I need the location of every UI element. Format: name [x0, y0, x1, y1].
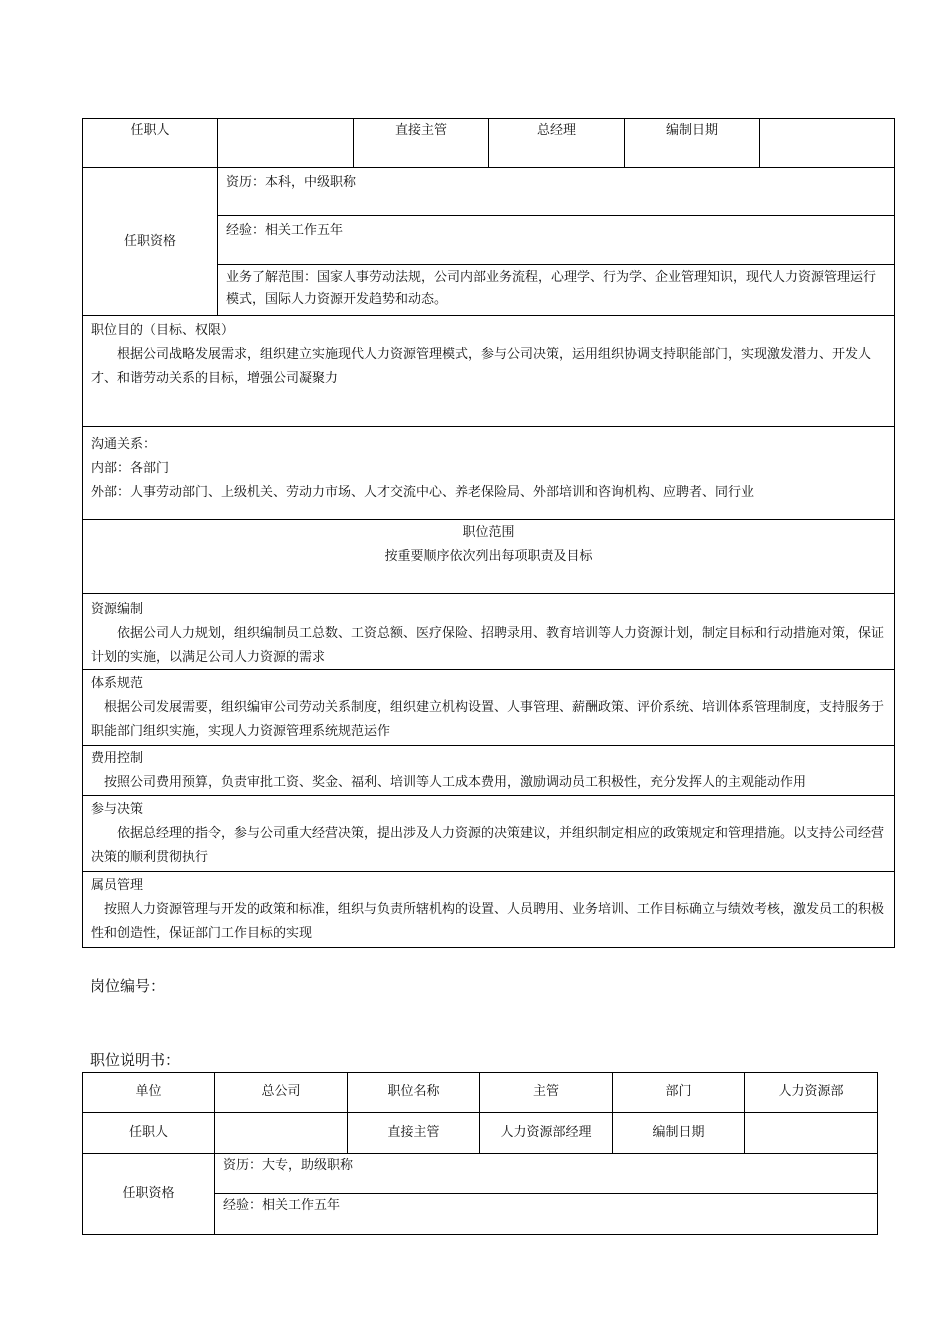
qualification-label-text: 任职资格	[122, 1186, 175, 1201]
duty-title: 参与决策	[91, 802, 144, 817]
supervisor-value: 总经理	[489, 119, 625, 168]
communication-internal: 内部：各部门	[91, 461, 170, 476]
qualification-knowledge: 业务了解范围：国家人事劳动法规，公司内部业务流程，心理学、行为学、企业管理知识，现代人力资源管理运行模式，国际人力资源开发趋势和动态。	[218, 265, 894, 316]
date-label: 编制日期	[625, 119, 760, 168]
date-label: 编制日期	[613, 1113, 745, 1154]
date-value	[745, 1113, 877, 1154]
qualification-experience: 经验：相关工作五年	[218, 216, 894, 265]
holder-label: 任职人	[83, 119, 218, 168]
duty-item	[83, 670, 894, 746]
scope-title: 职位范围	[462, 525, 515, 540]
supervisor-value: 人力资源部经理	[480, 1113, 613, 1154]
qualification-label	[83, 1154, 215, 1234]
supervisor-label: 直接主管	[354, 119, 489, 168]
position-table-2	[82, 1072, 878, 1235]
unit-value: 总公司	[215, 1073, 348, 1113]
position-purpose	[83, 316, 894, 427]
holder-value	[215, 1113, 348, 1154]
qualification-education: 资历：大专，助级职称	[215, 1154, 877, 1194]
duty-item	[83, 594, 894, 670]
duty-text: 根据公司发展需要，组织编审公司劳动关系制度，组织建立机构设置、人事管理、薪酬政策、评价系统、培训体系管理制度，支持服务于职能部门组织实施，实现人力资源管理系统规范运作	[91, 700, 885, 739]
purpose-text: 根据公司战略发展需求，组织建立实施现代人力资源管理模式，参与公司决策，运用组织协调支持职能部门，实现激发潜力、开发人才、和谐劳动关系的目标，增强公司凝聚力	[91, 347, 872, 386]
duty-text: 依据公司人力规划，组织编制员工总数、工资总额、医疗保险、招聘录用、教育培训等人力资源计划，制定目标和行动措施对策，保证计划的实施，以满足公司人力资源的需求	[91, 626, 885, 665]
qualification-experience: 经验：相关工作五年	[223, 1198, 341, 1213]
duty-title: 费用控制	[91, 751, 144, 766]
duty-item	[83, 746, 894, 796]
communication-external: 外部：人事劳动部门、上级机关、劳动力市场、人才交流中心、养老保险局、外部培训和咨询机构、应聘者、同行业	[91, 485, 755, 500]
duty-text: 按照人力资源管理与开发的政策和标准，组织与负责所辖机构的设置、人员聘用、业务培训、工作目标确立与绩效考核，激发员工的积极性和创造性，保证部门工作目标的实现	[91, 902, 885, 941]
position-table-1	[82, 118, 895, 948]
department-label: 部门	[613, 1073, 745, 1113]
scope-subtitle: 按重要顺序依次列出每项职责及目标	[384, 549, 593, 564]
duty-text: 依据总经理的指令，参与公司重大经营决策，提出涉及人力资源的决策建议，并组织制定相应的政策规定和管理措施。以支持公司经营决策的顺利贯彻执行	[91, 826, 885, 865]
supervisor-label: 直接主管	[348, 1113, 480, 1154]
duty-title: 属员管理	[91, 878, 144, 893]
position-scope	[83, 520, 894, 594]
duty-item	[83, 872, 894, 947]
job-description-label: 职位说明书：	[90, 1051, 181, 1069]
duty-title: 体系规范	[91, 676, 144, 691]
date-value	[760, 119, 894, 168]
duty-text: 按照公司费用预算，负责审批工资、奖金、福利、培训等人工成本费用，激励调动员工积极性，充分发挥人的主观能动作用	[104, 775, 807, 790]
holder-label: 任职人	[83, 1113, 215, 1154]
position-name-value: 主管	[480, 1073, 613, 1113]
duty-title: 资源编制	[91, 602, 144, 617]
position-name-label: 职位名称	[348, 1073, 480, 1113]
communication-relations	[83, 427, 894, 520]
communication-title: 沟通关系：	[91, 437, 157, 452]
post-number-label: 岗位编号：	[90, 977, 166, 995]
qualification-education: 资历：本科，中级职称	[218, 168, 894, 216]
holder-value	[218, 119, 354, 168]
unit-label: 单位	[83, 1073, 215, 1113]
department-value: 人力资源部	[745, 1073, 877, 1113]
purpose-title: 职位目的（目标、权限）	[91, 323, 235, 338]
duty-item	[83, 796, 894, 872]
qualification-label-text: 任职资格	[123, 233, 176, 249]
qualification-label	[83, 168, 218, 316]
